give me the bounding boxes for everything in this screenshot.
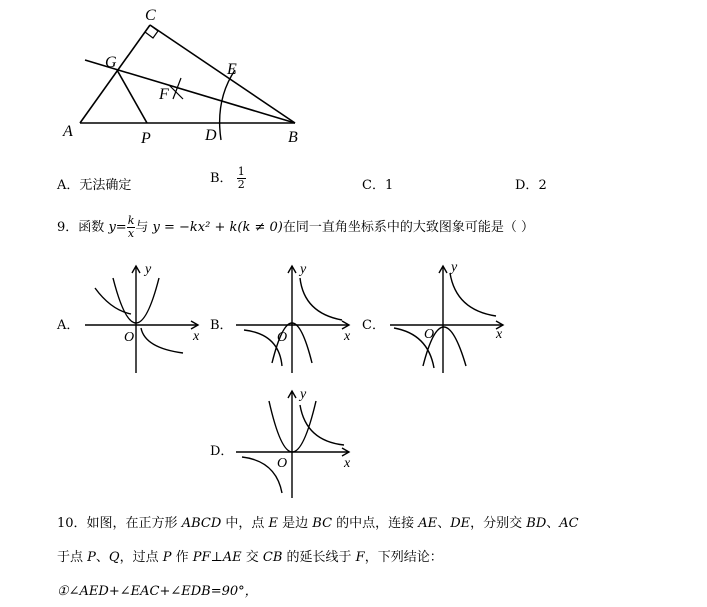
label-c: C (145, 7, 156, 24)
option-letter: B． (210, 171, 233, 186)
fraction-numerator: k (127, 214, 135, 227)
origin-label: O (424, 327, 435, 342)
x-label: x (496, 327, 503, 342)
q10-pf: PF (192, 550, 211, 565)
hyperbola-branch-left-top (95, 288, 131, 314)
fraction-numerator: 1 (237, 165, 245, 178)
q10-text: 是边 (278, 516, 313, 531)
label-g: G (105, 54, 117, 71)
hyperbola-branch-right-top (300, 405, 344, 445)
fraction-denominator: x (127, 227, 135, 240)
q9-number: 9． (57, 220, 79, 235)
hyperbola-branch-left-bottom (242, 457, 282, 493)
q10-bd: BD (526, 516, 547, 531)
side-cb (150, 25, 295, 123)
q10-perp: ⊥ (210, 550, 223, 565)
q10-p: P (87, 550, 96, 565)
origin-label: O (277, 456, 288, 471)
label-f: F (159, 86, 169, 103)
q9-mid: 与 (135, 220, 149, 235)
q8-option-b[interactable] (210, 166, 246, 191)
q10-bc: BC (312, 516, 333, 531)
q10-text: 中，点 (221, 516, 269, 531)
x-label: x (193, 329, 200, 344)
option-letter: D． (515, 178, 539, 193)
q9-quadratic: y = −kx² + k(k ≠ 0) (152, 220, 283, 235)
q10-abcd: ABCD (181, 516, 222, 531)
q10-de: DE (450, 516, 471, 531)
label-e: E (227, 61, 237, 78)
option-text: 1 (384, 178, 394, 193)
y-label: y (300, 387, 307, 402)
q9-suffix: 在同一直角坐标系中的大致图象可能是（ ） (282, 220, 534, 235)
label-b: B (288, 129, 298, 146)
fraction-one-half (237, 166, 246, 191)
q10-ae: AE (418, 516, 438, 531)
q10-line-2 (57, 546, 443, 565)
q8-option-d[interactable] (515, 174, 547, 193)
option-letter: A． (57, 178, 80, 193)
option-text: 2 (538, 178, 547, 193)
q10-text: ，过点 (119, 550, 163, 565)
q10-text: 的延长线于 (282, 550, 356, 565)
q10-line-1 (57, 512, 579, 531)
graph-d-label[interactable]: D． (210, 444, 234, 459)
q8-option-c[interactable] (362, 174, 393, 193)
q10-text: 、 (437, 516, 451, 531)
label-p: P (141, 130, 151, 147)
origin-label: O (277, 330, 288, 345)
x-label: x (344, 329, 351, 344)
y-label: y (145, 262, 152, 277)
graph-c-label[interactable]: C． (362, 318, 385, 333)
graph-a[interactable] (83, 258, 213, 378)
q10-text: ，下列结论： (364, 550, 443, 565)
graph-d[interactable] (234, 383, 364, 503)
label-d: D (205, 127, 217, 144)
q9-stem (57, 213, 534, 243)
q9-y: y (108, 220, 116, 235)
q10-text: 10．如图，在正方形 (57, 516, 182, 531)
hyperbola-branch-right-top (450, 273, 496, 316)
q10-text: 于点 (57, 550, 88, 565)
q10-text: 、 (546, 516, 560, 531)
hyperbola-branch-right-bottom (141, 328, 183, 353)
q10-ac: AC (559, 516, 579, 531)
q10-e: E (268, 516, 279, 531)
q10-text: 作 (171, 550, 193, 565)
y-label: y (451, 260, 458, 275)
x-label: x (344, 456, 351, 471)
fraction-denominator: 2 (237, 178, 245, 191)
graph-b[interactable] (234, 258, 364, 378)
q8-option-a[interactable] (57, 174, 131, 193)
triangle-figure (55, 0, 315, 150)
q10-ae: AE (222, 550, 242, 565)
graph-c[interactable] (388, 258, 518, 378)
graph-b-label[interactable]: B． (210, 318, 233, 333)
q10-line-3: ①∠AED+∠EAC+∠EDB=90°， (57, 584, 258, 599)
q10-text: 、 (95, 550, 109, 565)
hyperbola-branch-right-top (300, 278, 342, 320)
y-label: y (300, 262, 307, 277)
q10-f: F (355, 550, 365, 565)
option-letter: C． (362, 178, 385, 193)
q10-q: Q (108, 550, 120, 565)
q9-eq: = (115, 220, 127, 235)
origin-label: O (124, 330, 135, 345)
q10-p: P (162, 550, 172, 565)
q9-prefix: 函数 (78, 220, 105, 235)
option-text: 无法确定 (79, 178, 132, 193)
q10-cb: CB (262, 550, 283, 565)
q10-text: 交 (241, 550, 263, 565)
label-a: A (63, 123, 73, 140)
q10-text: 的中点，连接 (332, 516, 419, 531)
q10-text: ，分别交 (470, 516, 527, 531)
graph-a-label[interactable]: A． (57, 318, 80, 333)
